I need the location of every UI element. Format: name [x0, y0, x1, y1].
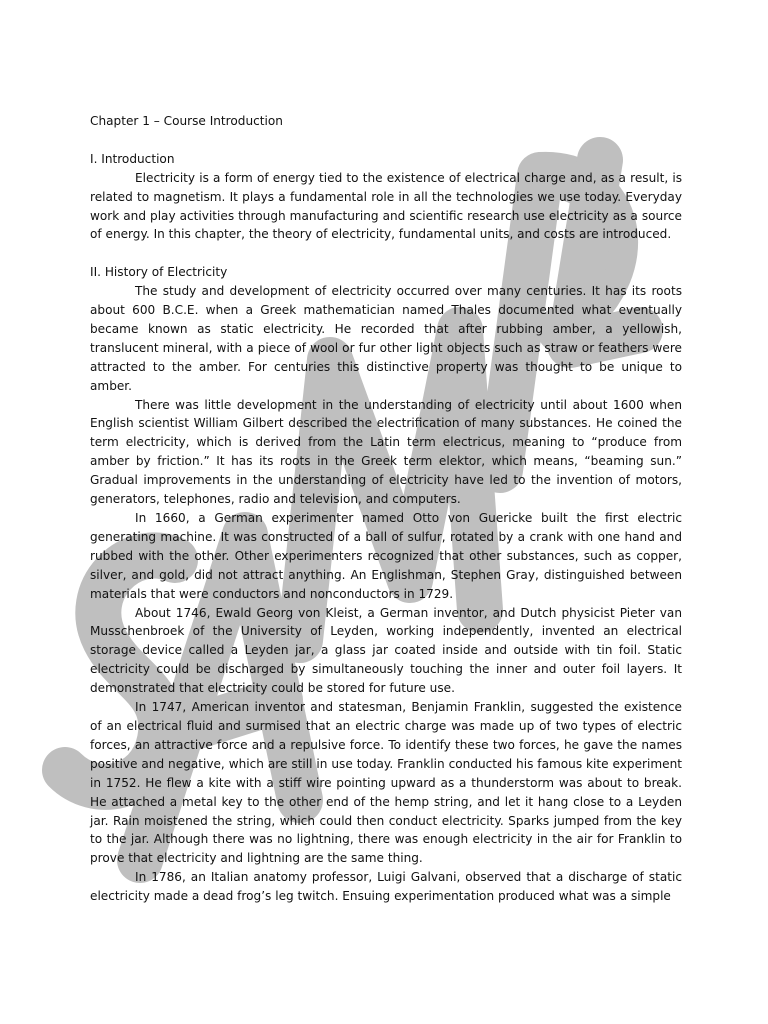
paragraph: The study and development of electricity occurred over many centuries. It has its roots about 600 B.C.E. when a Greek mathematician named Thales documented what eventually became known as static electricity. He recorded that after rubbing amber, a yellowish, translucent mineral, with a piece of wool or fur other light objects such as straw or feathers were attracted to the amber. For centuries this distinctive property was thought to be unique to amber. — [90, 284, 682, 393]
chapter-title: Chapter 1 – Course Introduction — [90, 114, 283, 128]
blank-line — [90, 244, 682, 263]
section-heading-history: II. History of Electricity — [90, 265, 228, 280]
paragraph: In 1660, a German experimenter named Otto von Guericke built the first electric generating machine. It was constructed of a ball of sulfur, rotated by a crank with one hand and rubbed with the other. Other experimenters recognized that other substances, such as copper, silver, and gold, did not attract anything. An Englishman, Stephen Gray, distinguished between materials that were conductors and nonconductors in 1729. — [90, 511, 682, 601]
paragraph: In 1786, an Italian anatomy professor, Luigi Galvani, observed that a discharge of static electricity made a dead frog’s leg twitch. Ensuing experimentation produced what was a simple — [90, 870, 682, 904]
paragraph: There was little development in the understanding of electricity until about 1600 when English scientist William Gilbert described the electrification of many substances. He coined the term electricity, which is derived from the Latin term electricus, meaning to “produce from amber by friction.” It has its roots in the Greek term elektor, which means, “beaming sun.” Gradual improvements in the understanding of electricity have led to the invention of motors, generators, telephones, radio and television, and computers. — [90, 397, 682, 507]
blank-line — [90, 131, 682, 150]
paragraph: Electricity is a form of energy tied to the existence of electrical charge and, as a result, is related to magnetism. It plays a fundamental role in all the technologies we use today. Everyday work and play activities through manufacturing and scientific research use electricity as a source of energy. In this chapter, the theory of electricity, fundamental units, and costs are introduced. — [90, 170, 682, 242]
document-body — [90, 112, 682, 906]
section-heading-introduction: I. Introduction — [90, 151, 175, 166]
paragraph: In 1747, American inventor and statesman, Benjamin Franklin, suggested the existence of an electrical fluid and surmised that an electric charge was made up of two types of electric forces, an attractive force and a repulsive force. To identify these two forces, he gave the names positive and negative, which are still in use today. Franklin conducted his famous kite experiment in 1752. He flew a kite with a stiff wire pointing upward as a thunderstorm was about to break. He attached a metal key to the other end of the hemp string, and let it hang close to a Leyden jar. Rain moistened the string, which could then conduct electricity. Sparks jumped from the key to the jar. Although there was no lightning, there was enough electricity in the air for Franklin to prove that electricity and lightning are the same thing. — [90, 700, 682, 866]
paragraph: About 1746, Ewald Georg von Kleist, a German inventor, and Dutch physicist Pieter van Musschenbroek of the University of Leyden, working independently, invented an electrical storage device called a Leyden jar, a glass jar coated inside and outside with tin foil. Static electricity could be discharged by simultaneously touching the inner and outer foil layers. It demonstrated that electricity could be stored for future use. — [90, 605, 682, 696]
